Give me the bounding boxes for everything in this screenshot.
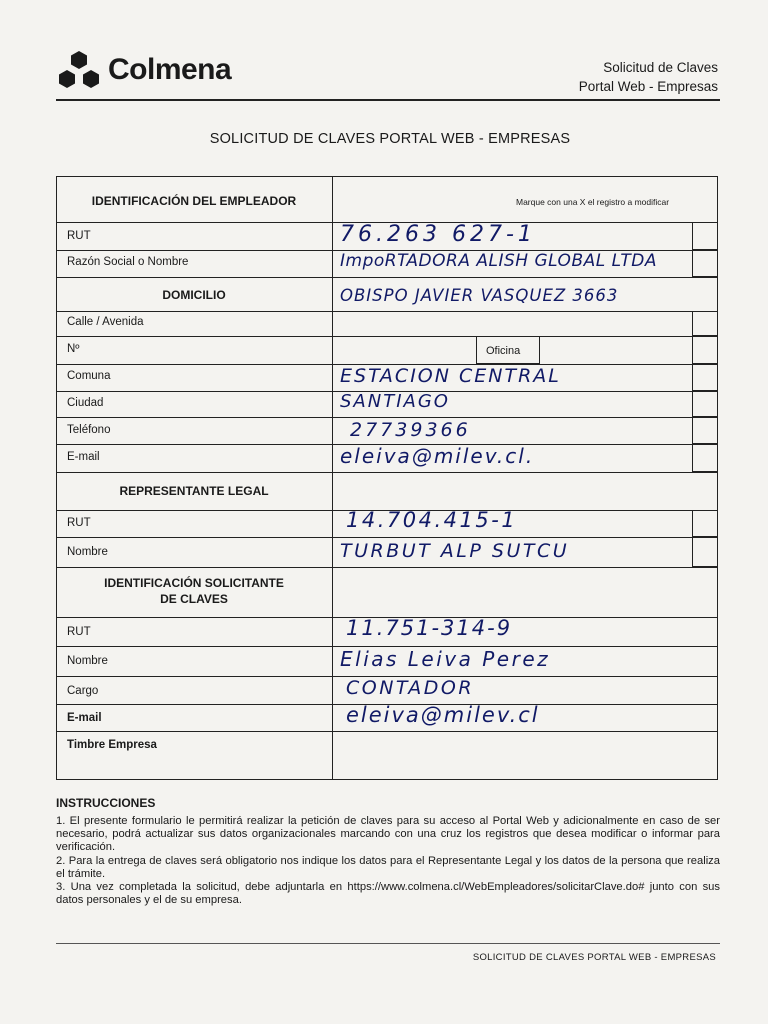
razon-label: Razón Social o Nombre bbox=[67, 256, 189, 268]
sol-nombre-label: Nombre bbox=[67, 655, 108, 667]
footer-text: SOLICITUD DE CLAVES PORTAL WEB - EMPRESAS bbox=[472, 952, 716, 963]
row-divider bbox=[56, 311, 718, 312]
solicitante-heading-line2: DE CLAVES bbox=[160, 592, 228, 606]
modify-checkbox-rep-rut[interactable] bbox=[692, 510, 718, 537]
rep-rut-value[interactable]: 14.704.415-1 bbox=[346, 508, 518, 532]
header-divider bbox=[56, 99, 720, 101]
rep-nombre-label: Nombre bbox=[67, 546, 108, 558]
row-divider bbox=[56, 537, 718, 538]
solicitante-heading-line1: IDENTIFICACIÓN SOLICITANTE bbox=[104, 576, 284, 590]
sol-email-label: E-mail bbox=[67, 712, 102, 724]
sol-rut-label: RUT bbox=[67, 626, 91, 638]
rep-nombre-value[interactable]: TURBUT ALP SUTCU bbox=[340, 540, 570, 562]
row-divider bbox=[56, 417, 718, 418]
instructions-title: INSTRUCCIONES bbox=[56, 796, 156, 810]
ciudad-label: Ciudad bbox=[67, 397, 104, 409]
domicilio-section-heading: DOMICILIO bbox=[162, 288, 226, 302]
comuna-value[interactable]: ESTACION CENTRAL bbox=[340, 365, 561, 387]
instruction-item-1: 1. El presente formulario le permitirá realizar la petición de claves para su acceso al Portal Web y adicionalmente en caso de ser necesario, podrá actualizar sus datos organizacionales marcando con una cruz los registros que desea modificar o informar para verificación. bbox=[56, 815, 720, 854]
doc-title-line2: Portal Web - Empresas bbox=[578, 79, 718, 94]
sol-cargo-value[interactable]: CONTADOR bbox=[346, 677, 475, 699]
instruction-item-3: 3. Una vez completada la solicitud, debe adjuntarla en https://www.colmena.cl/WebEmpleadores/solicitarClave.do# junto con sus datos personales y el de su empresa. bbox=[56, 881, 720, 907]
sol-rut-value[interactable]: 11.751-314-9 bbox=[346, 616, 513, 640]
calle-label: Calle / Avenida bbox=[67, 316, 144, 328]
sol-cargo-label: Cargo bbox=[67, 685, 99, 697]
modify-checkbox-ciudad[interactable] bbox=[692, 391, 718, 417]
solicitante-section-heading bbox=[56, 575, 332, 607]
employer-section-heading: IDENTIFICACIÓN DEL EMPLEADOR bbox=[91, 194, 297, 208]
footer-divider bbox=[56, 943, 720, 944]
rut-value[interactable]: 76.263 627-1 bbox=[340, 222, 536, 247]
row-divider bbox=[56, 731, 718, 732]
colmena-logo bbox=[56, 50, 231, 90]
row-divider bbox=[56, 336, 718, 337]
doc-title-line1: Solicitud de Claves bbox=[603, 60, 718, 75]
ciudad-value[interactable]: SANTIAGO bbox=[340, 391, 450, 412]
oficina-label: Oficina bbox=[486, 345, 521, 357]
numero-label: Nº bbox=[67, 343, 80, 355]
rep-rut-label: RUT bbox=[67, 517, 91, 529]
telefono-label: Teléfono bbox=[67, 424, 111, 436]
modify-checkbox-comuna[interactable] bbox=[692, 364, 718, 391]
rep-section-heading: REPRESENTANTE LEGAL bbox=[119, 484, 269, 498]
email-value[interactable]: eleiva@milev.cl. bbox=[340, 444, 535, 468]
timbre-label: Timbre Empresa bbox=[67, 739, 157, 751]
comuna-label: Comuna bbox=[67, 370, 111, 382]
razon-value[interactable]: ImpoRTADORA ALISH GLOBAL LTDA bbox=[340, 251, 658, 271]
modify-checkbox-telefono[interactable] bbox=[692, 417, 718, 444]
sol-nombre-value[interactable]: Elias Leiva Perez bbox=[340, 647, 551, 671]
sol-email-value[interactable]: eleiva@milev.cl bbox=[346, 703, 540, 727]
rut-label: RUT bbox=[67, 230, 91, 242]
row-divider bbox=[56, 567, 718, 568]
domicilio-value[interactable]: OBISPO JAVIER VASQUEZ 3663 bbox=[340, 286, 619, 305]
mark-instruction: Marque con una X el registro a modificar bbox=[516, 197, 670, 207]
row-divider bbox=[56, 472, 718, 473]
column-divider bbox=[332, 176, 333, 780]
modify-checkbox-email[interactable] bbox=[692, 444, 718, 472]
modify-checkbox-rep-nombre[interactable] bbox=[692, 537, 718, 567]
brand-name: Colmena bbox=[108, 53, 232, 86]
email-label: E-mail bbox=[67, 451, 100, 463]
row-divider bbox=[56, 277, 718, 278]
page-title: SOLICITUD DE CLAVES PORTAL WEB - EMPRESAS bbox=[209, 131, 571, 147]
modify-checkbox-numero[interactable] bbox=[692, 336, 718, 364]
modify-checkbox-razon[interactable] bbox=[692, 250, 718, 277]
document-header bbox=[579, 58, 718, 96]
hexagon-cluster-icon bbox=[56, 50, 102, 90]
modify-checkbox-rut[interactable] bbox=[692, 222, 718, 250]
instruction-item-2: 2. Para la entrega de claves será obligatorio nos indique los datos para el Representante Legal y los datos de la persona que realiza el trámite. bbox=[56, 854, 720, 880]
modify-checkbox-calle[interactable] bbox=[692, 311, 718, 336]
instructions-body bbox=[56, 815, 720, 907]
telefono-value[interactable]: 27739366 bbox=[350, 419, 471, 441]
